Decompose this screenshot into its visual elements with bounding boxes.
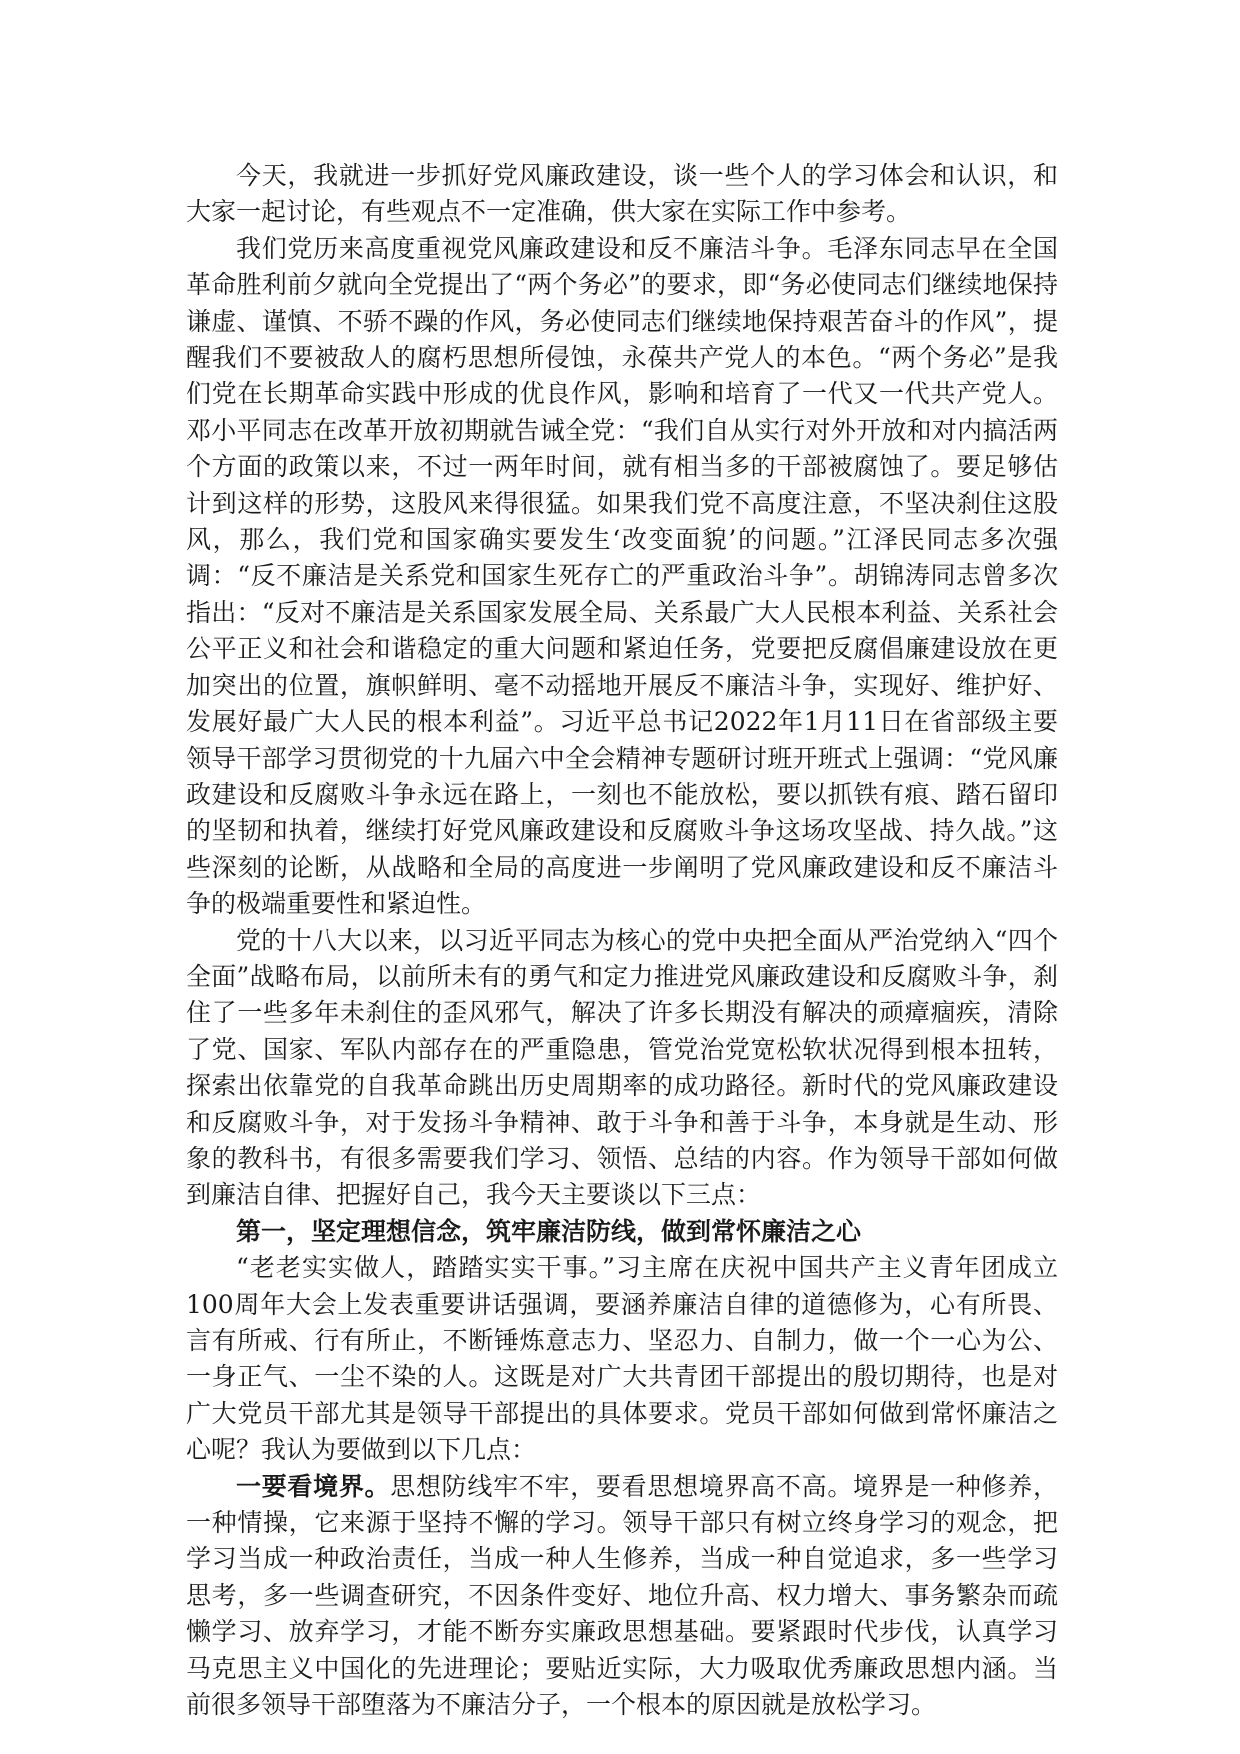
point-one-text: 思想防线牢不牢，要看思想境界高不高。境界是一种修养，一种情操，它来源于坚持不懈的学习。领导干部只有树立终身学习的观念，把学习当成一种政治责任，当成一种人生修养，当成一种自觉追求，多一些学习思考，多一些调查研究，不因条件变好、地位升高、权力增大、事务繁杂而疏懒学习、放弃学习，才能不断夯实廉政思想基础。要紧跟时代步伐，认真学习马克思主义中国化的先进理论；要贴近实际，大力吸取优秀廉政思想内涵。当前很多领导干部堕落为不廉洁分子，一个根本的原因就是放松学习。: [186, 1471, 1058, 1720]
point-one-lead: 一要看境界。: [236, 1471, 391, 1501]
paragraph-point-one: [186, 1469, 1058, 1724]
paragraph-section-one: “老老实实做人，踏踏实实干事。”习主席在庆祝中国共产主义青年团成立100周年大会上发表重要讲话强调，要涵养廉洁自律的道德修为，心有所畏、言有所戒、行有所止，不断锤炼意志力、坚忍力、自制力，做一个一心为公、一身正气、一尘不染的人。这既是对广大共青团干部提出的殷切期待，也是对广大党员干部尤其是领导干部提出的具体要求。党员干部如何做到常怀廉洁之心呢？我认为要做到以下几点：: [186, 1253, 1058, 1465]
paragraph-history: 我们党历来高度重视党风廉政建设和反不廉洁斗争。毛泽东同志早在全国革命胜利前夕就向全党提出了“两个务必”的要求，即“务必使同志们继续地保持谦虚、谨慎、不骄不躁的作风，务必使同志们继续地保持艰苦奋斗的作风”，提醒我们不要被敌人的腐朽思想所侵蚀，永葆共产党人的本色。“两个务必”是我们党在长期革命实践中形成的优良作风，影响和培育了一代又一代共产党人。邓小平同志在改革开放初期就告诫全党：“我们自从实行对外开放和对内搞活两个方面的政策以来，不过一两年时间，就有相当多的干部被腐蚀了。要足够估计到这样的形势，这股风来得很猛。如果我们党不高度注意，不坚决刹住这股风，那么，我们党和国家确实要发生‘改变面貌’的问题。”江泽民同志多次强调：“反不廉洁是关系党和国家生死存亡的严重政治斗争”。胡锦涛同志曾多次指出：“反对不廉洁是关系国家发展全局、关系最广大人民根本利益、关系社会公平正义和社会和谐稳定的重大问题和紧迫任务，党要把反腐倡廉建设放在更加突出的位置，旗帜鲜明、毫不动摇地开展反不廉洁斗争，实现好、维护好、发展好最广大人民的根本利益”。习近平总书记2022年1月11日在省部级主要领导干部学习贯彻党的十九届六中全会精神专题研讨班开班式上强调：“党风廉政建设和反腐败斗争永远在路上，一刻也不能放松，要以抓铁有痕、踏石留印的坚韧和执着，继续打好党风廉政建设和反腐败斗争这场攻坚战、持久战。”这些深刻的论断，从战略和全局的高度进一步阐明了党风廉政建设和反不廉洁斗争的极端重要性和紧迫性。: [186, 233, 1058, 919]
document-body: [186, 158, 1058, 1723]
paragraph-intro: 今天，我就进一步抓好党风廉政建设，谈一些个人的学习体会和认识，和大家一起讨论，有些观点不一定准确，供大家在实际工作中参考。: [186, 161, 1058, 227]
paragraph-since-18th: 党的十八大以来，以习近平同志为核心的党中央把全面从严治党纳入“四个全面”战略布局，以前所未有的勇气和定力推进党风廉政建设和反腐败斗争，刹住了一些多年未刹住的歪风邪气，解决了许多长期没有解决的顽瘴痼疾，清除了党、国家、军队内部存在的严重隐患，管党治党宽松软状况得到根本扭转，探索出依靠党的自我革命跳出历史周期率的成功路径。新时代的党风廉政建设和反腐败斗争，对于发扬斗争精神、敢于斗争和善于斗争，本身就是生动、形象的教科书，有很多需要我们学习、领悟、总结的内容。作为领导干部如何做到廉洁自律、把握好自己，我今天主要谈以下三点：: [186, 925, 1058, 1210]
section-heading: 第一，坚定理想信念，筑牢廉洁防线，做到常怀廉洁之心: [236, 1216, 862, 1246]
